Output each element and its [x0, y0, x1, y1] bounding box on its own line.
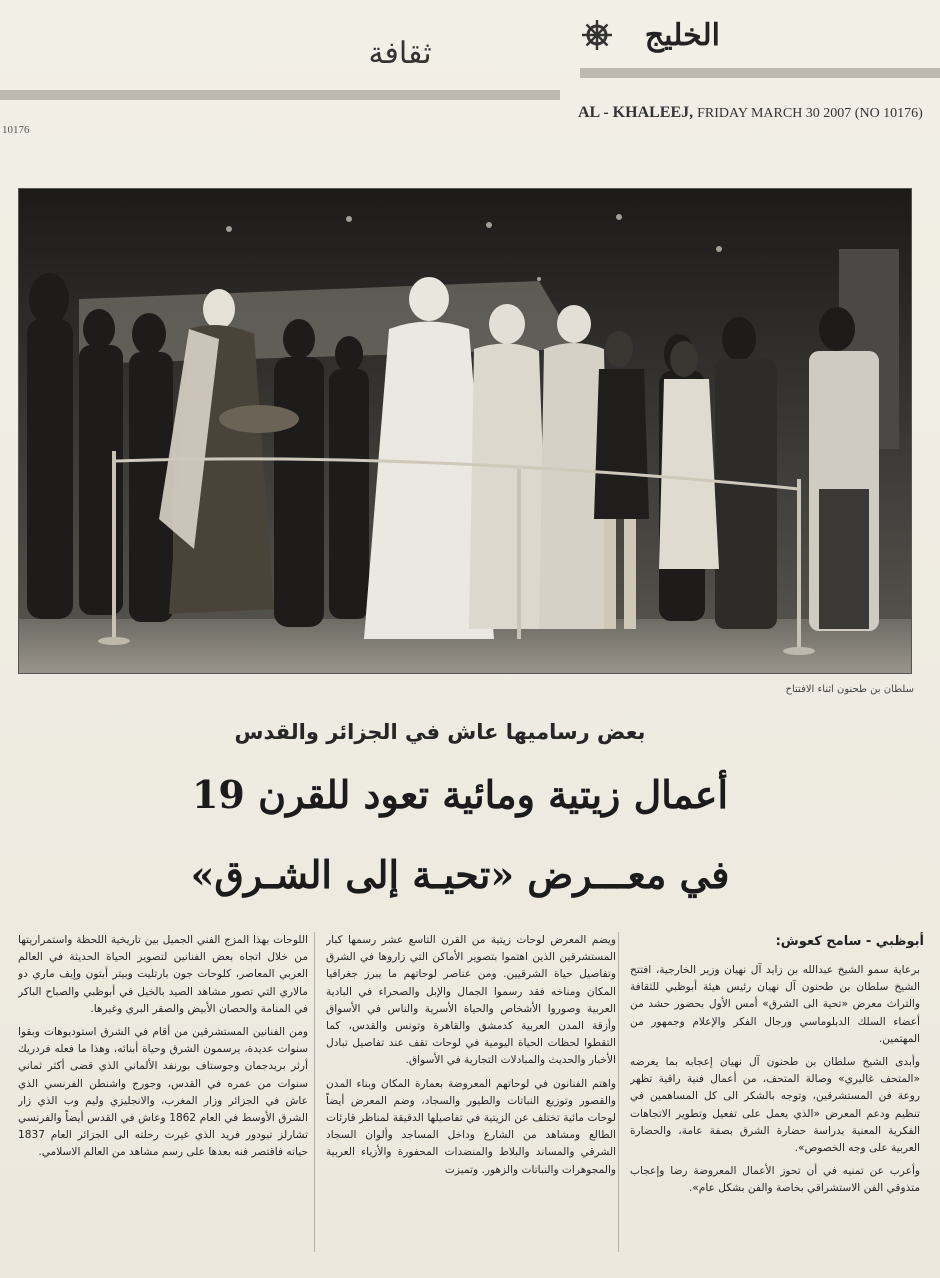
event-photo [18, 188, 912, 674]
paragraph: وأبدى الشيخ سلطان بن طحنون آل نهيان إعجابه بما يعرضه «المتحف غاليري» وصالة المتحف، من أعمال فنية راقية تظهر روعة فن المستشرقين، وتوجه بالشكر الى كل المساهمين في تنظيم ودعم المعرض «الذي يعمل على تفعيل وتطوير الاتجاهات الفكرية المعنية بدراسة حضارة الشرق بصفة عامة، والحضارة العربية على وجه الخصوص». [630, 1056, 920, 1155]
paragraph: اللوحات بهذا المزج الفني الجميل بين تاريخية اللحظة واستمراريتها من خلال اتجاه بعض الفنانين لتصوير الحياة الحديثة في العالم العربي المعاصر، كلوحات جون بارتليت وبيتر أبتون وإيف ماري دو مالاري التي تصور مشاهد الصيد بالخيل في أبوظبي والصباح الباكر في المنامة والحصان الأبيض والصقر البري وغيرها. [18, 934, 308, 1015]
masthead-rule-right [580, 68, 940, 78]
article-column-middle [326, 932, 616, 1260]
masthead-dateline [578, 104, 940, 122]
issue-number: 10176 [2, 124, 30, 136]
paragraph: برعاية سمو الشيخ عبدالله بن زايد آل نهيان وزير الخارجية، افتتح الشيخ سلطان بن طحنون آل نهيان رئيس هيئة أبوظبي للثقافة والتراث معرض «تحية الى الشرق» أمس الأول بحضور حشد من أعضاء السلك الدبلوماسي ورجال الفكر والإعلام وجمهور من المهتمين. [630, 964, 920, 1045]
paragraph: وأعرب عن تمنيه في أن تحوز الأعمال المعروضة رضا وإعجاب متذوقي الفن الاستشراقي بخاصة والفن بشكل عام». [630, 1165, 920, 1195]
article-headline-line1: أعمال زيتية ومائية تعود للقرن 19 [191, 772, 729, 817]
article-byline: أبوظبي - سامح كعوش: [775, 934, 924, 949]
paragraph: ومن الفنانين المستشرقين من أقام في الشرق استوديوهات وبقوا سنوات عديدة، يرسمون الشرق وحياة أبنائه، وهذا ما فعله فردريك أرثر بريدجمان وجوستاف بورنفد الألماني الذي قضى أكثر ثماني سنوات من عمره في القدس، وجورج واشنطن الفرنسي الذي عاش في الجزائر وزار المغرب، والانجليزي وليم وب الذي زار الشرق الأوسط في العام 1862 وعاش في القدس أيضاً والفرنسي تشارلز تيودور فريد الذي غيرت رحلته الى الجزائر العام 1837 حياته فاقتصر فنه بعدها على رسم مشاهد من العالم الاسلامي. [18, 1026, 308, 1159]
article-column-left [18, 932, 308, 1260]
section-title: ثقافة [368, 36, 432, 71]
article-column-right [630, 962, 920, 1262]
masthead-date-issue: FRIDAY MARCH 30 2007 (NO 10176) [697, 106, 923, 121]
article-headline-line2: في معـــرض «تحيـة إلى الشـرق» [190, 852, 730, 897]
logo-text: الخليج [644, 18, 720, 53]
photo-illustration [19, 189, 912, 674]
photo-caption: سلطان بن طحنون اثناء الافتتاح [785, 684, 914, 695]
masthead-brand: AL - KHALEEJ, [578, 104, 694, 121]
paragraph: واهتم الفنانون في لوحاتهم المعروضة بعمارة المكان وبناء المدن والقصور وتوزيع النباتات والطيور والسجاد، وضم المعرض أيضاً لوحات مائية تختلف عن الزيتية في تفاصيلها الدقيقة لمناظر قارئات الطالع ومشاهد من الشارع وداخل المساجد وألوان السجاد الشرقي والمساند والبلاط والمنضدات المحفورة والأزياء العربية والمجوهرات والنباتات والزهور. وتميزت [326, 1077, 616, 1176]
ship-wheel-icon [580, 18, 614, 52]
article-kicker: بعض رساميها عاش في الجزائر والقدس [234, 720, 646, 744]
paragraph: ويضم المعرض لوحات زيتية من القرن التاسع عشر رسمها كبار المستشرقين الذين اهتموا بتصوير الأماكن التي زاروها في الشرق وتفاصيل حياة الشرقيين. ومن عناصر لوحاتهم ما يبرز جغرافيا المكان ومناخه فقد رسموا الجمال والإبل والصحراء في البادية العربية وصوروا الأشخاص والحياة الأسرية والناس في الأسواق وأزقة المدن العربية كدمشق والقاهرة وتونس والقدس، كما التقطوا لحظات الحياة اليومية في لوحات تقف عند تفاصيل تبادل الأخبار والحديث والمبادلات التجارية في الأسواق. [326, 934, 616, 1067]
masthead-rule-left [0, 90, 560, 100]
column-divider [314, 932, 315, 1252]
column-divider [618, 932, 619, 1252]
newspaper-logo [580, 14, 720, 62]
